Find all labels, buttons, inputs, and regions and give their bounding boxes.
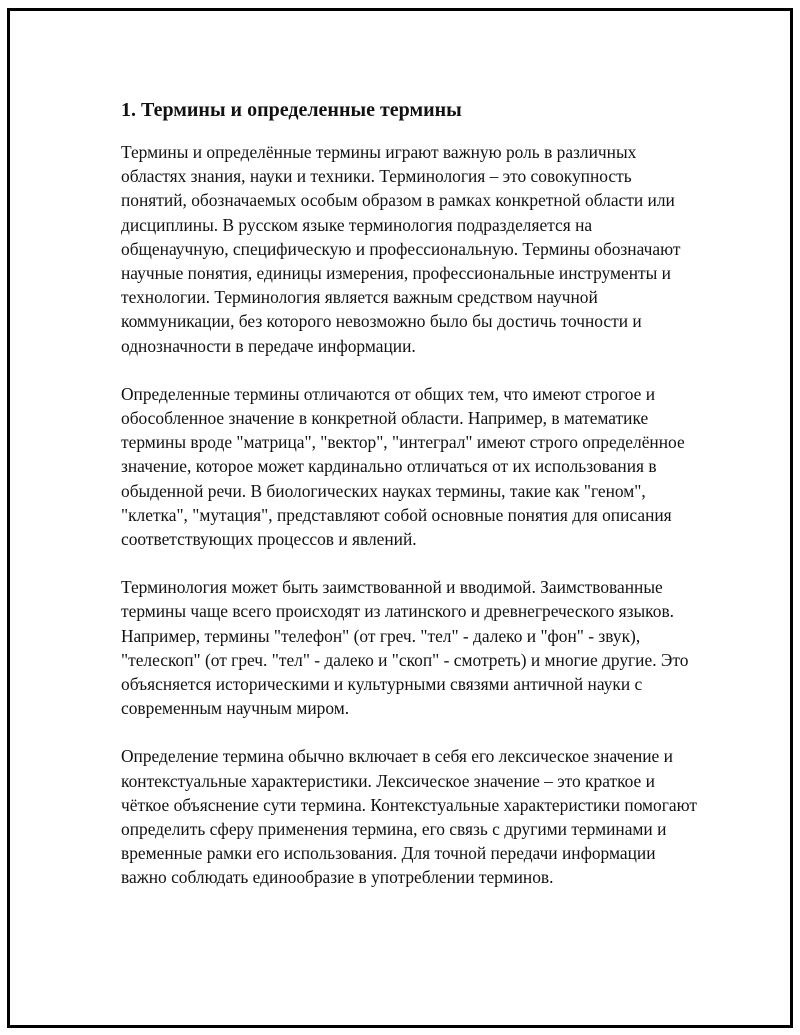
paragraph-3: Терминология может быть заимствованной и вводимой. Заимствованные термины чаще всего происходят из латинского и древнегреческого языков. Например, термины "телефон" (от греч. "тел" - далеко и "фон" - звук), "телескоп" (от греч. "тел" - далеко и "скоп" - смотреть) и многие другие. Это объясняется историческими и культурными связями античной науки с современным научным миром. — [121, 577, 689, 719]
paragraph-1: Термины и определённые термины играют важную роль в различных областях знания, науки и техники. Терминология – это совокупность понятий, обозначаемых особым образом в рамках конкретной области или дисциплины. В русском языке терминология подразделяется на общенаучную, специфическую и профессиональную. Термины обозначают научные понятия, единицы измерения, профессиональные инструменты и технологии. Терминология является важным средством научной коммуникации, без которого невозможно было бы достичь точности и однозначности в передаче информации. — [121, 142, 681, 356]
document-body — [121, 97, 701, 914]
paragraph-4: Определение термина обычно включает в себя его лексическое значение и контекстуальные характеристики. Лексическое значение – это краткое и чёткое объяснение сути термина. Контекстуальные характеристики помогают определить сферу применения термина, его связь с другими терминами и временные рамки его использования. Для точной передачи информации важно соблюдать единообразие в употреблении терминов. — [121, 746, 697, 888]
document-page — [7, 8, 793, 1028]
paragraph-2: Определенные термины отличаются от общих тем, что имеют строгое и обособленное значение в конкретной области. Например, в математике термины вроде "матрица", "вектор", "интеграл" имеют строго определённое значение, которое может кардинально отличаться от их использования в обыденной речи. В биологических науках термины, такие как "геном", "клетка", "мутация", представляют собой основные понятия для описания соответствующих процессов и явлений. — [121, 383, 685, 550]
section-heading: 1. Термины и определенные термины — [121, 99, 462, 121]
